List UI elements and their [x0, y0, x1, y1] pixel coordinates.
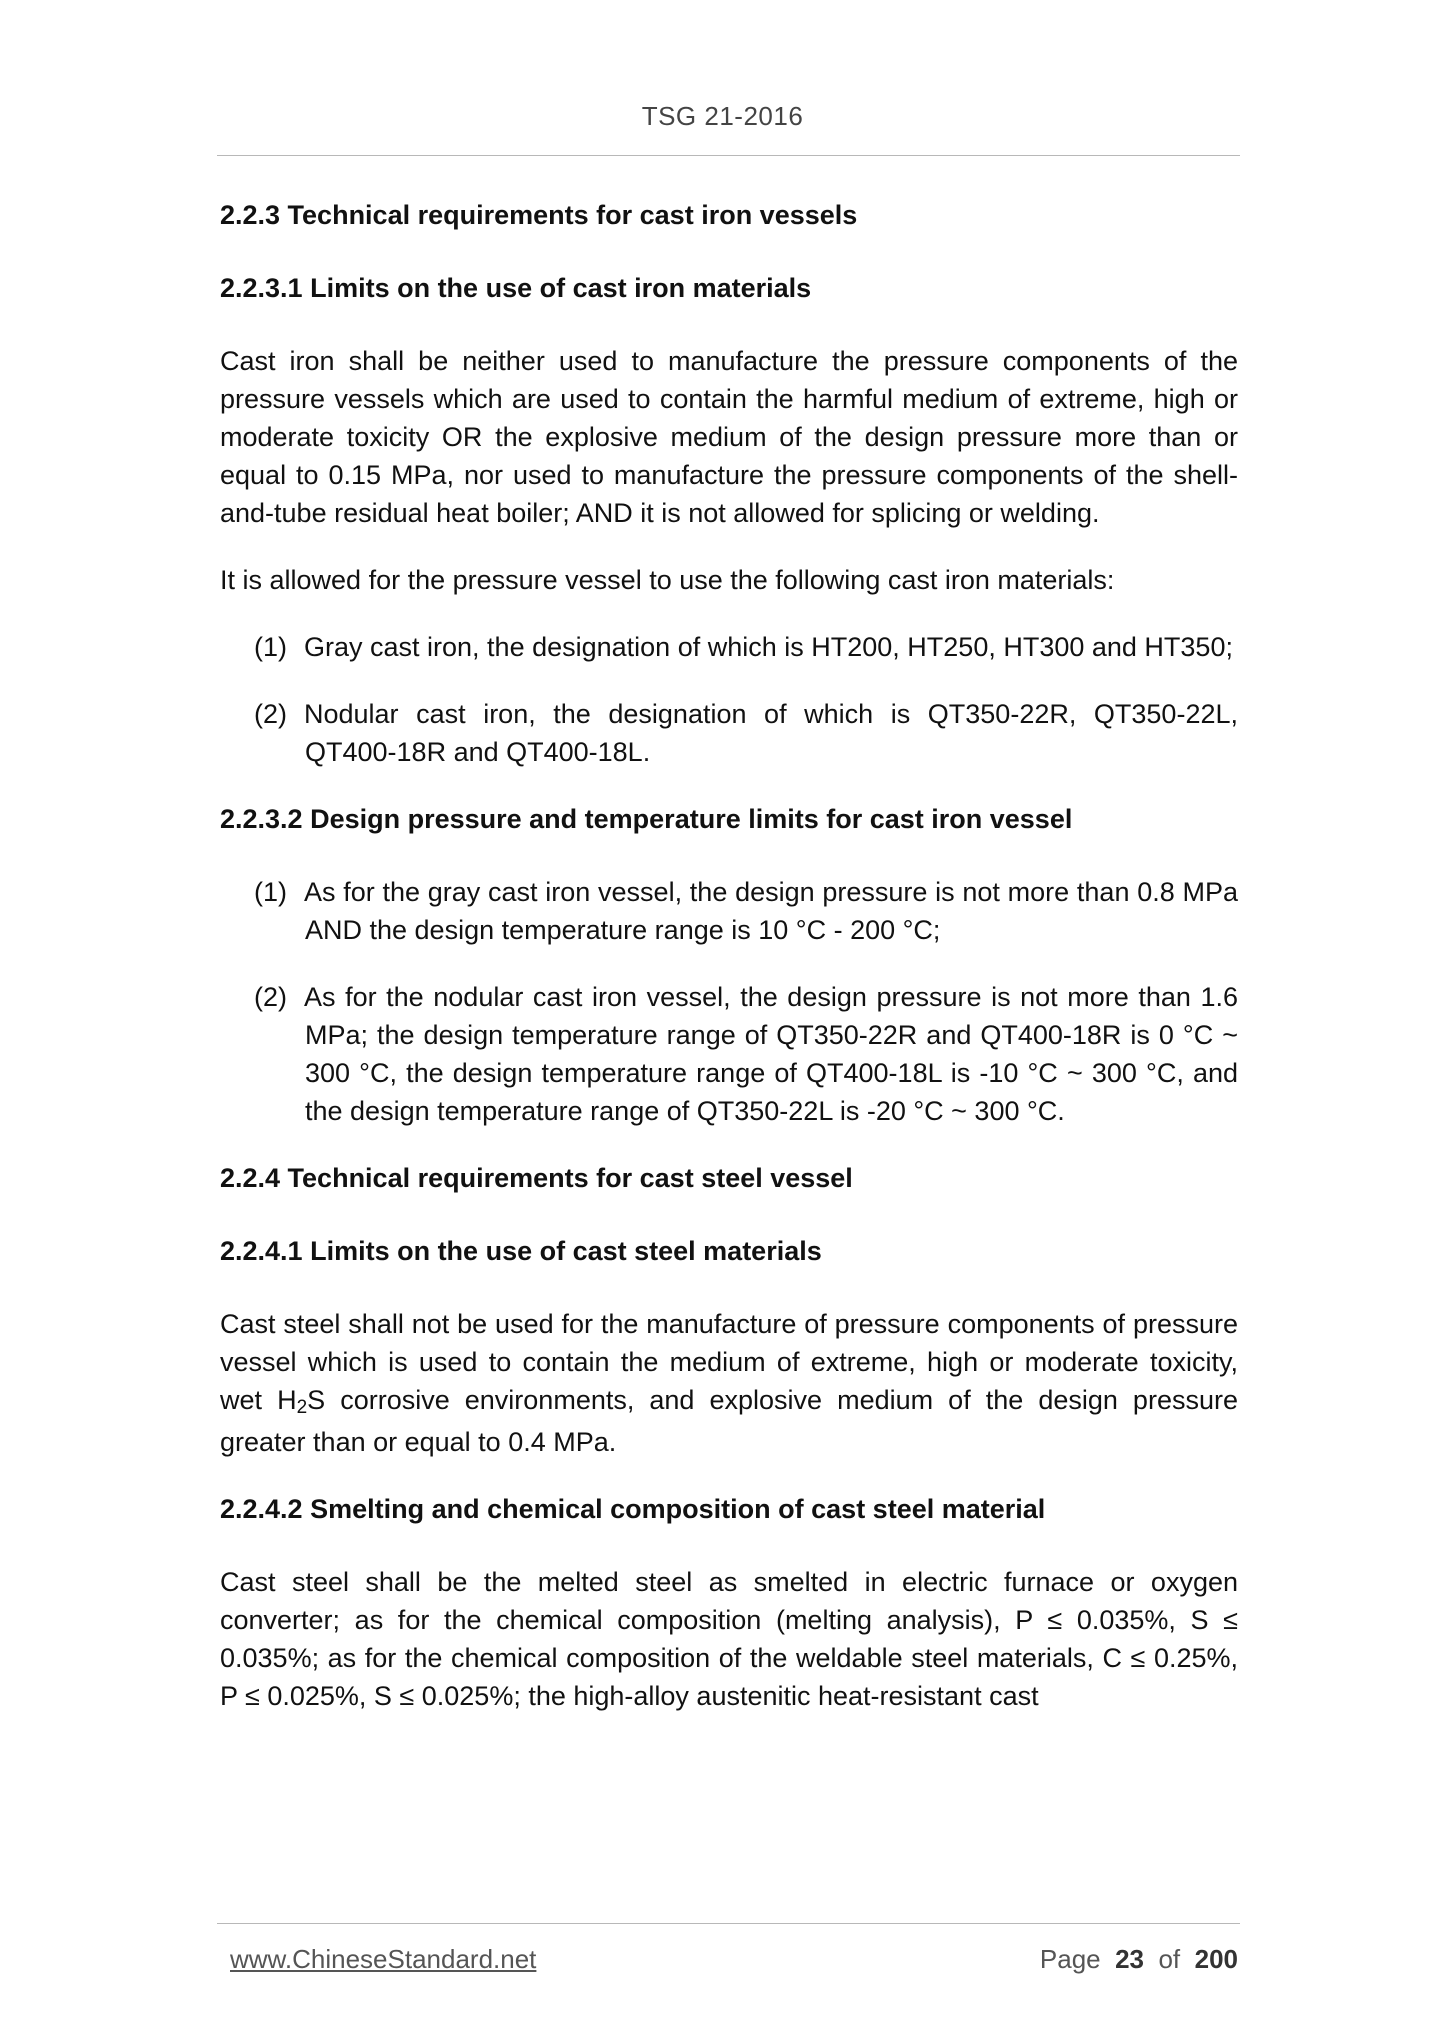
list-item-number: (2) — [254, 699, 287, 729]
paragraph-text-part-1: Cast steel shall not be used for the manufacture of pressure components of pressure vessel which is used to contain the medium of extreme, high or moderate toxicity, wet H — [220, 1309, 1238, 1415]
page-current: 23 — [1115, 1944, 1145, 1974]
list-item-number: (1) — [254, 877, 287, 907]
section-2-2-3-1-heading: 2.2.3.1 Limits on the use of cast iron materials — [220, 273, 812, 303]
list-item-text: Gray cast iron, the designation of which is HT200, HT250, HT300 and HT350; — [304, 632, 1233, 662]
section-2-2-4-2-heading: 2.2.4.2 Smelting and chemical composition of cast steel material — [220, 1494, 1046, 1524]
list-item — [220, 695, 1238, 771]
list-item — [220, 873, 1238, 949]
list-item-text: As for the gray cast iron vessel, the design pressure is not more than 0.8 MPa AND the design temperature range is 10 °C - 200 °C; — [304, 877, 1238, 945]
list-item-number: (2) — [254, 982, 287, 1012]
of-word: of — [1158, 1944, 1181, 1974]
section-2-2-3-heading: 2.2.3 Technical requirements for cast iron vessels — [220, 200, 858, 230]
section-2-2-4-heading: 2.2.4 Technical requirements for cast steel vessel — [220, 1163, 853, 1193]
section-2-2-4-1-heading: 2.2.4.1 Limits on the use of cast steel materials — [220, 1236, 822, 1266]
page-word: Page — [1039, 1944, 1101, 1974]
document-header: TSG 21-2016 — [641, 101, 804, 131]
page-body — [220, 196, 1238, 1744]
section-2-2-3-1-paragraph-1: Cast iron shall be neither used to manufacture the pressure components of the pressure vessels which are used to contain the harmful medium of extreme, high or moderate toxicity OR the explosive medium of the design pressure more than or equal to 0.15 MPa, nor used to manufacture the pressure components of the shell-and-tube residual heat boiler; AND it is not allowed for splicing or welding. — [220, 346, 1238, 528]
footer-divider — [217, 1923, 1240, 1924]
subscript-2: 2 — [296, 1397, 308, 1418]
page-total: 200 — [1194, 1944, 1238, 1974]
section-2-2-4-1-paragraph — [220, 1305, 1238, 1461]
list-item-text: As for the nodular cast iron vessel, the design pressure is not more than 1.6 MPa; the design temperature range of QT350-22R and QT400-18R is 0 °C ~ 300 °C, the design temperature range of QT400-18L is -10 °C ~ 300 °C, and the design temperature range of QT350-22L is -20 °C ~ 300 °C. — [304, 982, 1238, 1126]
section-2-2-4-2-paragraph: Cast steel shall be the melted steel as smelted in electric furnace or oxygen converter; as for the chemical composition (melting analysis), P ≤ 0.035%, S ≤ 0.035%; as for the chemical composition of the weldable steel materials, C ≤ 0.25%, P ≤ 0.025%, S ≤ 0.025%; the high-alloy austenitic heat-resistant cast — [220, 1567, 1238, 1711]
page-indicator — [1040, 1944, 1238, 1975]
website-link[interactable]: www.ChineseStandard.net — [230, 1944, 537, 1974]
list-item — [220, 978, 1238, 1130]
section-2-2-3-1-paragraph-2: It is allowed for the pressure vessel to use the following cast iron materials: — [220, 565, 1115, 595]
list-item-number: (1) — [254, 632, 287, 662]
section-2-2-3-2-heading: 2.2.3.2 Design pressure and temperature limits for cast iron vessel — [220, 804, 1073, 834]
list-item-text: Nodular cast iron, the designation of which is QT350-22R, QT350-22L, QT400-18R and QT400-18L. — [304, 699, 1238, 767]
paragraph-text-part-2: S corrosive environments, and explosive medium of the design pressure greater than or equal to 0.4 MPa. — [220, 1385, 1238, 1457]
header-divider — [217, 155, 1240, 156]
list-item — [220, 628, 1238, 666]
